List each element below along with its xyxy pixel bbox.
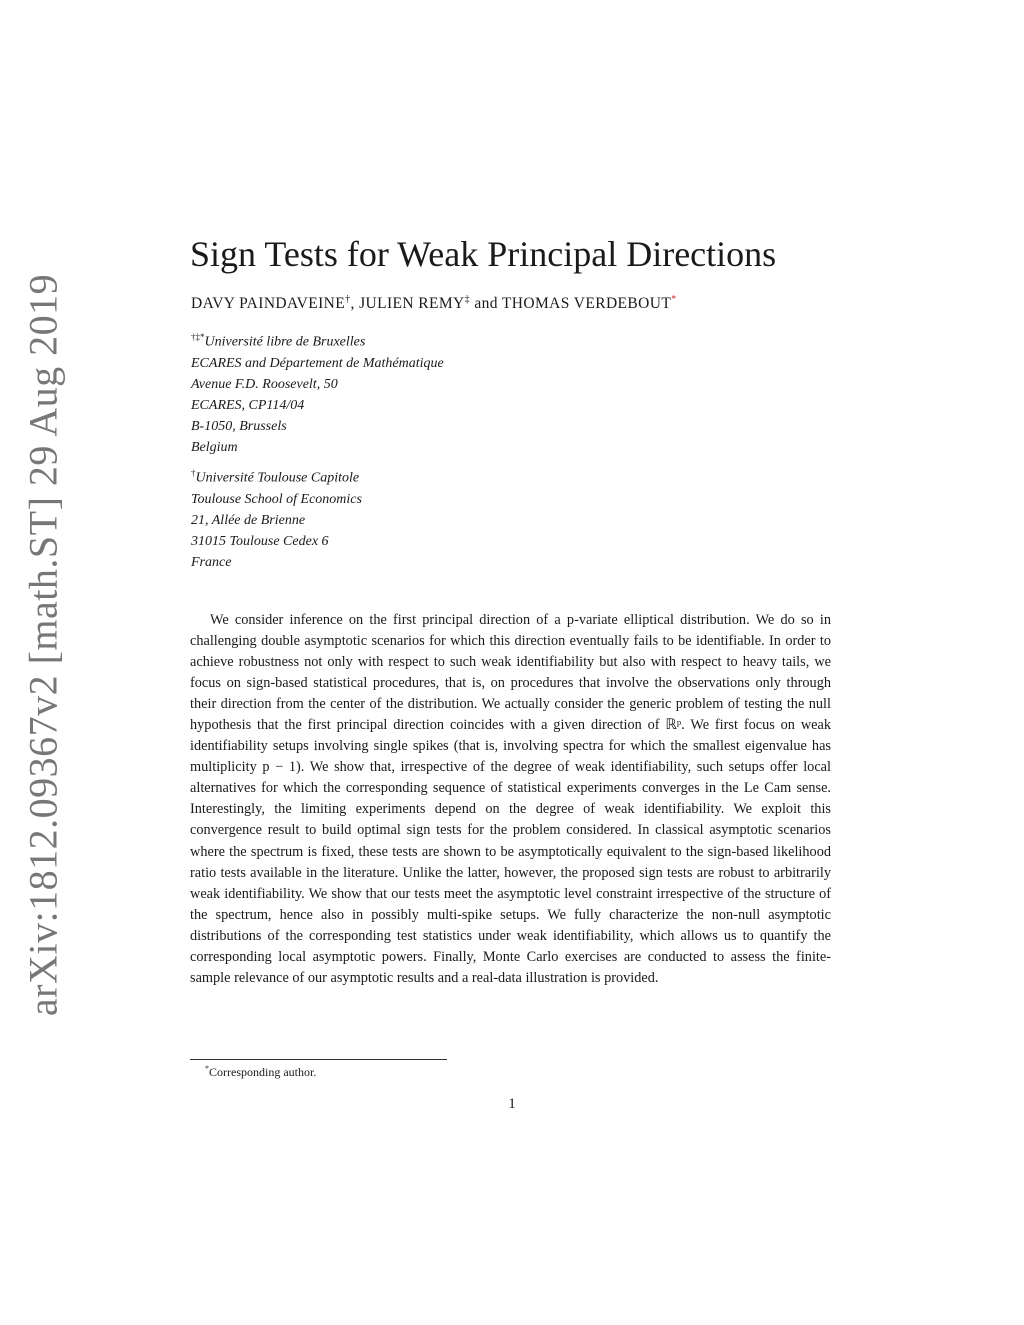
author-separator: , (350, 295, 360, 313)
author-name: JULIEN REMY (359, 295, 465, 313)
abstract-paragraph: We consider inference on the first principal direction of a p-variate elliptical distribution. We do so in challenging double asymptotic scenarios for which this direction eventually fails to be identifiable. In order to achieve robustness not only with respect to such weak identifiability but also with respect to heavy tails, we focus on sign-based statistical procedures, that is, on procedures that involve the observations only through their direction from the center of the distribution. We actually consider the generic problem of testing the null hypothesis that the first principal direction coincides with a given direction of ℝᵖ. We first focus on weak identifiability setups involving single spikes (that is, involving spectra for which the smallest eigenvalue has multiplicity p − 1). We show that, irrespective of the degree of weak identifiability, such setups offer local alternatives for which the corresponding sequence of statistical experiments converges in the Le Cam sense. Interestingly, the limiting experiments depend on the degree of weak identifiability. We exploit this convergence result to build optimal sign tests for the problem considered. In classical asymptotic scenarios where the spectrum is fixed, these tests are shown to be asymptotically equivalent to the sign-based likelihood ratio tests available in the literature. Unlike the latter, however, the proposed sign tests are robust to arbitrarily weak identifiability. We show that our tests meet the asymptotic level constraint irrespective of the structure of the spectrum, hence also in possibly multi-spike setups. We fully characterize the non-null asymptotic distributions of the corresponding test statistics under weak identifiability, which allows us to quantify the corresponding local asymptotic powers. Finally, Monte Carlo exercises are conducted to assess the finite-sample relevance of our asymptotic results and a real-data illustration is provided. (190, 612, 831, 986)
affiliation-line: Avenue F.D. Roosevelt, 50 (191, 376, 338, 392)
affiliation-line: 21, Allée de Brienne (191, 512, 306, 528)
footnote-text: Corresponding author. (209, 1065, 317, 1079)
author-list (191, 294, 677, 313)
corresponding-author-mark: * (671, 294, 677, 305)
affiliation-line: Belgium (191, 439, 238, 455)
arxiv-identifier-text: arXiv:1812.09367v2 [math.ST] 29 Aug 2019 (20, 273, 66, 1017)
affiliation-line: †‡*Université libre de Bruxelles (191, 332, 366, 350)
affiliation-block (191, 327, 444, 458)
footnote-mark: * (205, 1064, 209, 1073)
footnote (205, 1064, 316, 1080)
author-conjunction: and (470, 295, 502, 313)
affiliation-marks: † (191, 468, 196, 478)
affiliation-block (191, 463, 362, 573)
affiliation-line: B-1050, Brussels (191, 418, 287, 434)
affiliation-line: Toulouse School of Economics (191, 491, 362, 507)
affiliation-line: ECARES and Département de Mathématique (191, 355, 444, 371)
affiliation-line: ECARES, CP114/04 (191, 397, 305, 413)
affiliation-marks: †‡* (191, 332, 205, 342)
author-mark: † (345, 294, 351, 305)
footnote-divider (190, 1059, 447, 1060)
page-number: 1 (508, 1096, 516, 1112)
affiliation-line: 31015 Toulouse Cedex 6 (191, 533, 329, 549)
affiliation-line: †Université Toulouse Capitole (191, 468, 360, 486)
author-name: DAVY PAINDAVEINE (191, 295, 346, 313)
author-name: THOMAS VERDEBOUT (501, 295, 672, 313)
affiliation-line: France (191, 554, 232, 570)
arxiv-identifier-stamp (18, 273, 68, 1017)
author-mark: ‡ (464, 294, 471, 305)
paper-title: Sign Tests for Weak Principal Directions (190, 234, 777, 274)
